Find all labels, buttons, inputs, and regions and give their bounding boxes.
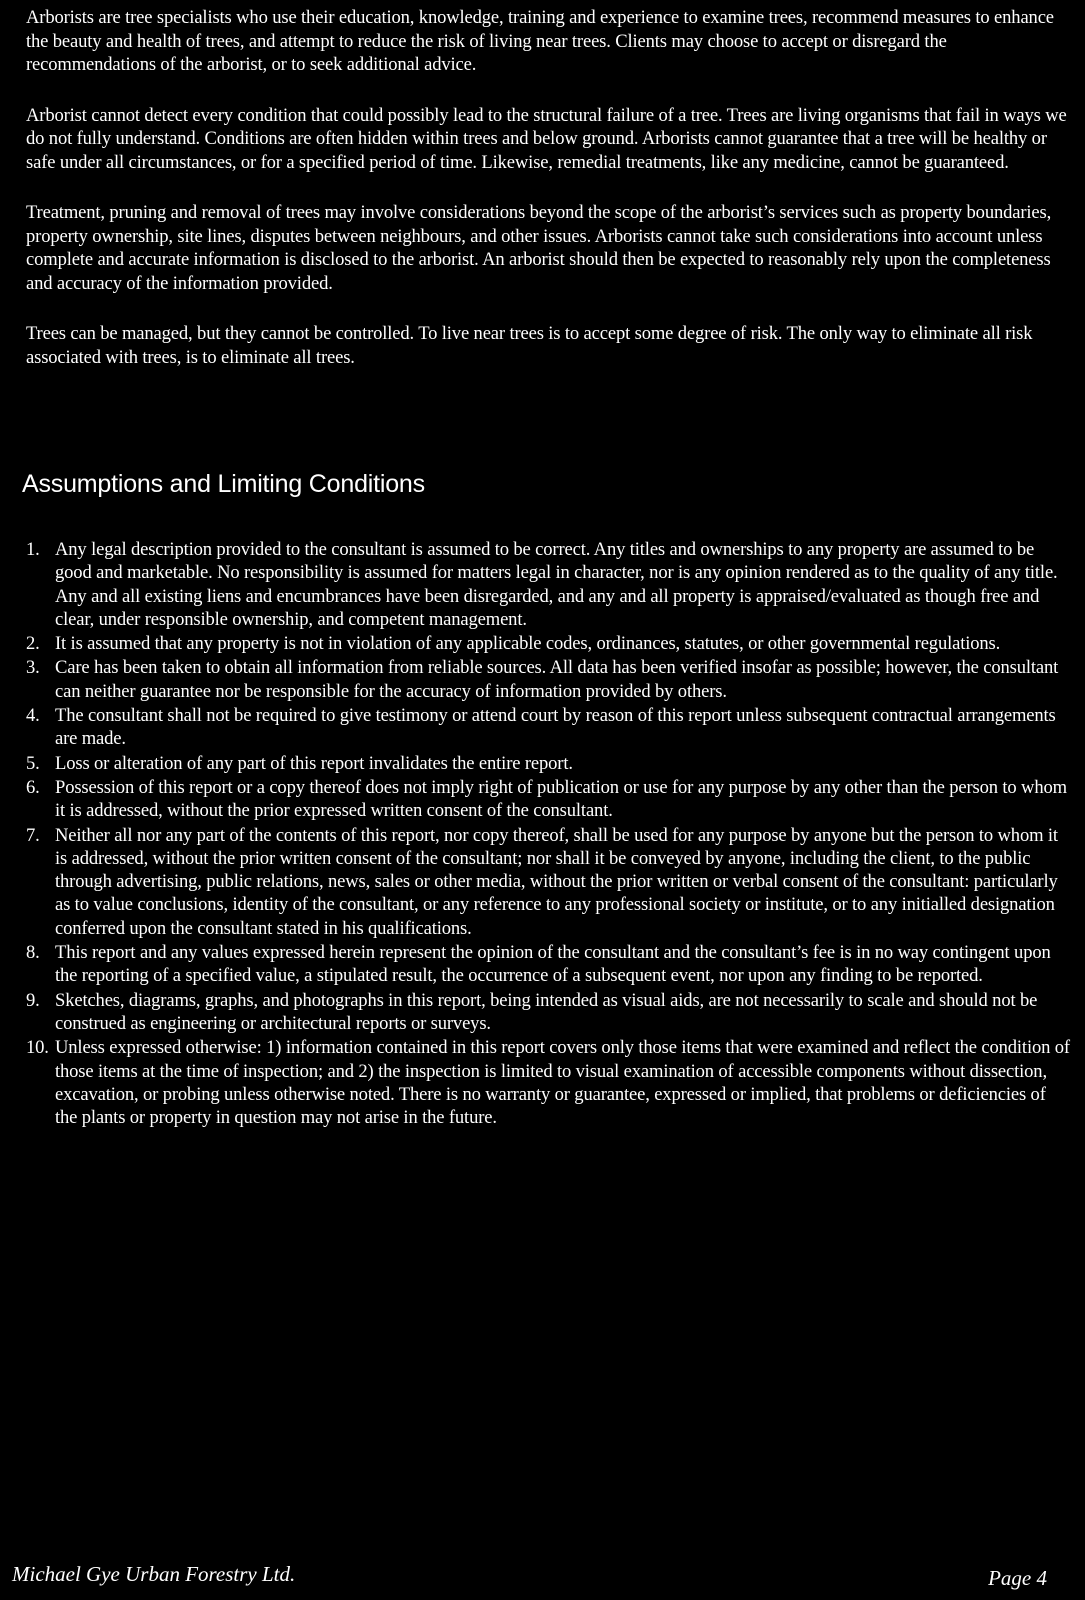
condition-number: 6. xyxy=(26,776,40,798)
condition-item xyxy=(26,656,1071,703)
condition-item xyxy=(26,704,1071,751)
footer-page-number: Page 4 xyxy=(988,1566,1047,1590)
condition-text: Possession of this report or a copy thereof does not imply right of publication or use for any purpose by any other than the person to whom it is addressed, without the prior expressed written consent of the consultant. xyxy=(55,776,1067,822)
condition-text: It is assumed that any property is not in violation of any applicable codes, ordinances, statutes, or other governmental regulations. xyxy=(55,633,1001,655)
condition-item xyxy=(26,776,1071,823)
condition-number: 9. xyxy=(26,989,40,1011)
section-heading: Assumptions and Limiting Conditions xyxy=(22,470,425,498)
condition-item xyxy=(26,752,1071,775)
condition-text: Any legal description provided to the consultant is assumed to be correct. Any titles and ownerships to any property are assumed to be good and marketable. No responsibility is assumed for matters legal in character, nor is any opinion rendered as to the quality of any title. Any and all existing liens and encumbrances have been disregarded, and any and all property is appraised/evaluated as though free and clear, under responsible ownership, and competent management. xyxy=(55,539,1058,630)
condition-number: 10. xyxy=(26,1037,49,1059)
condition-text: Sketches, diagrams, graphs, and photographs in this report, being intended as visual aids, are not necessarily to scale and should not be construed as engineering or architectural reports or surveys. xyxy=(55,989,1038,1034)
condition-number: 5. xyxy=(26,752,40,774)
condition-number: 1. xyxy=(26,539,40,560)
condition-item xyxy=(26,824,1071,940)
condition-item xyxy=(26,632,1071,655)
intro-paragraph-detection: Arborist cannot detect every condition that could possibly lead to the structural failure of a tree. Trees are living organisms that fail in ways we do not fully understand. Conditions are often hidden within trees and below ground. Arborists cannot guarantee that a tree will be healthy or safe under all circumstances, or for a specified period of time. Likewise, remedial treatments, like any medicine, cannot be guaranteed. xyxy=(26,104,1067,173)
condition-text: Loss or alteration of any part of this report invalidates the entire report. xyxy=(55,752,573,774)
condition-item xyxy=(26,989,1071,1036)
condition-text: Unless expressed otherwise: 1) information contained in this report covers only those items that were examined and reflect the condition of those items at the time of inspection; and 2) the inspection is limited to visual examination of accessible components without dissection, excavation, or probing unless otherwise noted. There is no warranty or guarantee, expressed or implied, that problems or deficiencies of the plants or property in question may not arise in the future. xyxy=(55,1037,1070,1129)
condition-item xyxy=(26,538,1071,631)
intro-section xyxy=(26,6,1071,396)
condition-item xyxy=(26,1036,1071,1129)
condition-number: 3. xyxy=(26,657,40,679)
condition-text: Care has been taken to obtain all information from reliable sources. All data has been verified insofar as possible; however, the consultant can neither guarantee nor be responsible for the accuracy of information provided by others. xyxy=(55,657,1059,702)
condition-text: Neither all nor any part of the contents of this report, nor copy thereof, shall be used for any purpose by anyone but the person to whom it is addressed, without the prior written consent of the consultant; nor shall it be conveyed by anyone, including the client, to the public through advertising, public relations, news, sales or other media, without the prior written or verbal consent of the consultant: particularly as to value conclusions, identity of the consultant, or any reference to any professional society or institute, or to any initialled designation conferred upon the consultant stated in his qualifications. xyxy=(55,824,1058,939)
condition-text: This report and any values expressed herein represent the opinion of the consultant and the consultant’s fee is in no way contingent upon the reporting of a specified value, a stipulated result, the occurrence of a subsequent event, nor upon any finding to be reported. xyxy=(55,942,1051,987)
condition-number: 8. xyxy=(26,942,40,964)
condition-number: 2. xyxy=(26,633,40,655)
condition-number: 7. xyxy=(26,824,40,846)
condition-number: 4. xyxy=(26,705,40,727)
intro-paragraph-treatment: Treatment, pruning and removal of trees may involve considerations beyond the scope of the arborist’s services such as property boundaries, property ownership, site lines, disputes between neighbours, and other issues. Arborists cannot take such considerations into account unless complete and accurate information is disclosed to the arborist. An arborist should then be expected to reasonably rely upon the completeness and accuracy of the information provided. xyxy=(26,202,1052,294)
condition-item xyxy=(26,941,1071,988)
conditions-list xyxy=(26,538,1071,1130)
condition-text: The consultant shall not be required to give testimony or attend court by reason of this report unless subsequent contractual arrangements are made. xyxy=(55,705,1056,750)
intro-paragraph-risk: Trees can be managed, but they cannot be controlled. To live near trees is to accept some degree of risk. The only way to eliminate all risk associated with trees, is to eliminate all trees. xyxy=(26,323,1033,368)
footer-company-name: Michael Gye Urban Forestry Ltd. xyxy=(12,1562,296,1586)
intro-paragraph-arborists: Arborists are tree specialists who use their education, knowledge, training and experience to examine trees, recommend measures to enhance the beauty and health of trees, and attempt to reduce the risk of living near trees. Clients may choose to accept or disregard the recommendations of the arborist, or to seek additional advice. xyxy=(26,7,1054,75)
